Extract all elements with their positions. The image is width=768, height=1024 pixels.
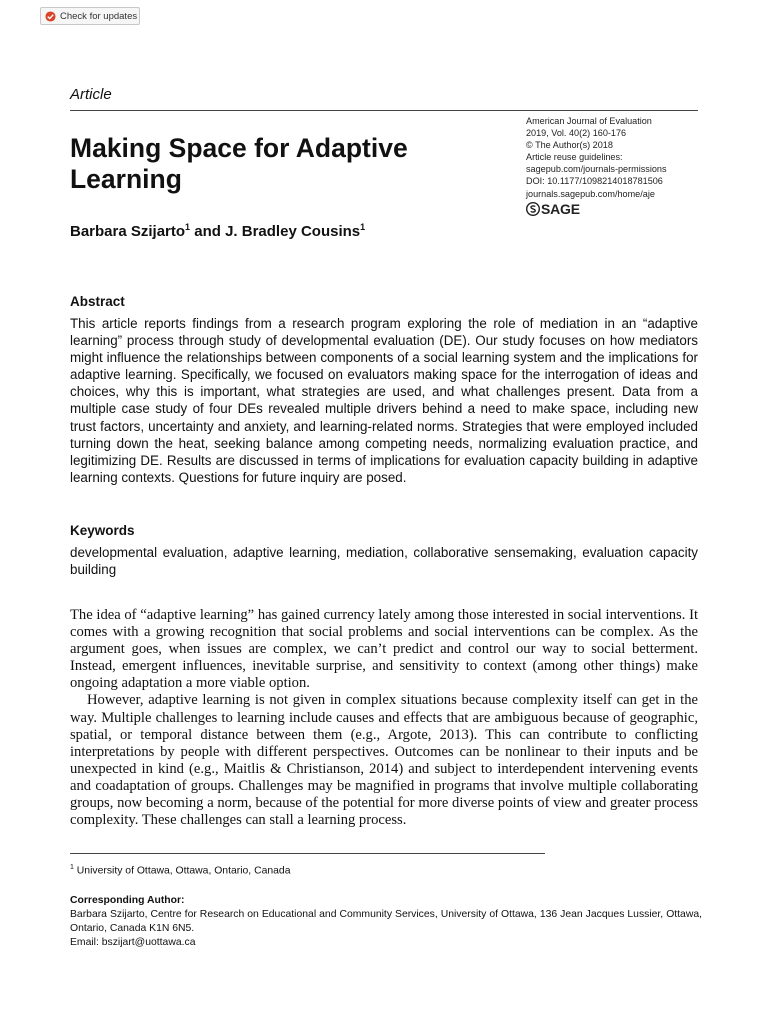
- publisher-logo: [526, 202, 706, 216]
- check-for-updates-icon: [45, 11, 56, 22]
- keywords-text: developmental evaluation, adaptive learning, mediation, collaborative sensemaking, evaluation capacity building: [70, 545, 698, 578]
- corresponding-author: [70, 894, 702, 950]
- author-name: J. Bradley Cousins: [225, 223, 361, 240]
- keywords-heading: Keywords: [70, 523, 135, 538]
- header-rule: [70, 110, 698, 111]
- permissions-link[interactable]: sagepub.com/journals-permissions: [526, 164, 667, 175]
- section-label: Article: [70, 86, 112, 103]
- body-text: [70, 607, 698, 829]
- publisher-name: SAGE: [541, 200, 580, 217]
- corresponding-address: Barbara Szijarto, Centre for Research on Educational and Community Services, University of Ottawa, 136 Jean Jacques Lussier, Ottawa, Ontario, Canada K1N 6N5.: [70, 909, 702, 934]
- journal-metadata: [526, 115, 706, 216]
- abstract-heading: Abstract: [70, 294, 125, 309]
- author-line: [70, 222, 365, 240]
- check-for-updates-label: Check for updates: [60, 10, 138, 22]
- body-paragraph: However, adaptive learning is not given in complex situations because complexity itself can get in the way. Multiple challenges to learning include causes and effects that are ambiguous because of geographic, spatial, or temporal distance between them (e.g., Argote, 2013). This can contribute to conflicting interpretations by people with different perspectives. Outcomes can be nonlinear to their inputs and be unexpected in kind (e.g., Maitlis & Christianson, 2014) and subject to interdependent intervening events and coadaptation of groups. Challenges may be magnified in programs that involve multiple collaborating groups, now becoming a norm, because of the potential for more diverse points of view and greater process complexity. These challenges can stall a learning process.: [70, 692, 698, 829]
- sage-logo-icon: [526, 202, 540, 216]
- abstract-text: This article reports findings from a research program exploring the role of mediation in an “adaptive learning” process through study of developmental evaluation (DE). Our study focuses on how mediators might influence the relationships between components of a social learning system and the implications for adaptive learning. Specifically, we focused on evaluators making space for the interrogation of ideas and choices, why this is important, what strategies are used, and what challenges present. Data from a multiple case study of four DEs revealed multiple drivers behind a need to make space, including new trust factors, uncertainty and anxiety, and learning-related norms. Strategies that were employed included turning down the heat, seeking balance among competing needs, normalizing evaluation practice, and legitimizing DE. Results are discussed in terms of implications for evaluation capacity building in adaptive learning contexts. Questions for future inquiry are posed.: [70, 316, 698, 485]
- footnote-mark: 1: [70, 864, 74, 871]
- affiliation-text: University of Ottawa, Ottawa, Ontario, Canada: [76, 865, 291, 877]
- affiliation-footnote: [70, 864, 290, 876]
- author-name: Barbara Szijarto: [70, 223, 186, 240]
- journal-name: American Journal of Evaluation: [526, 116, 652, 126]
- journal-home-link[interactable]: journals.sagepub.com/home/aje: [526, 188, 655, 199]
- reuse-guidelines: Article reuse guidelines:: [526, 152, 623, 163]
- doi[interactable]: DOI: 10.1177/1098214018781506: [526, 176, 663, 187]
- check-for-updates-badge[interactable]: [40, 7, 140, 25]
- copyright: © The Author(s) 2018: [526, 140, 613, 151]
- article-title: Making Space for Adaptive Learning: [70, 133, 408, 194]
- author-affiliation-mark: 1: [360, 222, 366, 232]
- corresponding-email[interactable]: Email: bszijart@uottawa.ca: [70, 937, 196, 948]
- author-affiliation-mark: 1: [185, 222, 191, 232]
- body-paragraph: The idea of “adaptive learning” has gained currency lately among those interested in social interventions. It comes with a growing recognition that social problems and social interventions can be complex. As the argument goes, when issues are complex, we can’t predict and control our way to social betterment. Instead, emergent influences, inevitable surprise, and sensitivity to context (among other things) make ongoing adaptation a more viable option.: [70, 607, 698, 692]
- footnote-rule: [70, 853, 545, 854]
- author-joiner: and: [190, 223, 226, 240]
- corresponding-heading: Corresponding Author:: [70, 895, 185, 906]
- journal-volume: 2019, Vol. 40(2) 160-176: [526, 128, 627, 139]
